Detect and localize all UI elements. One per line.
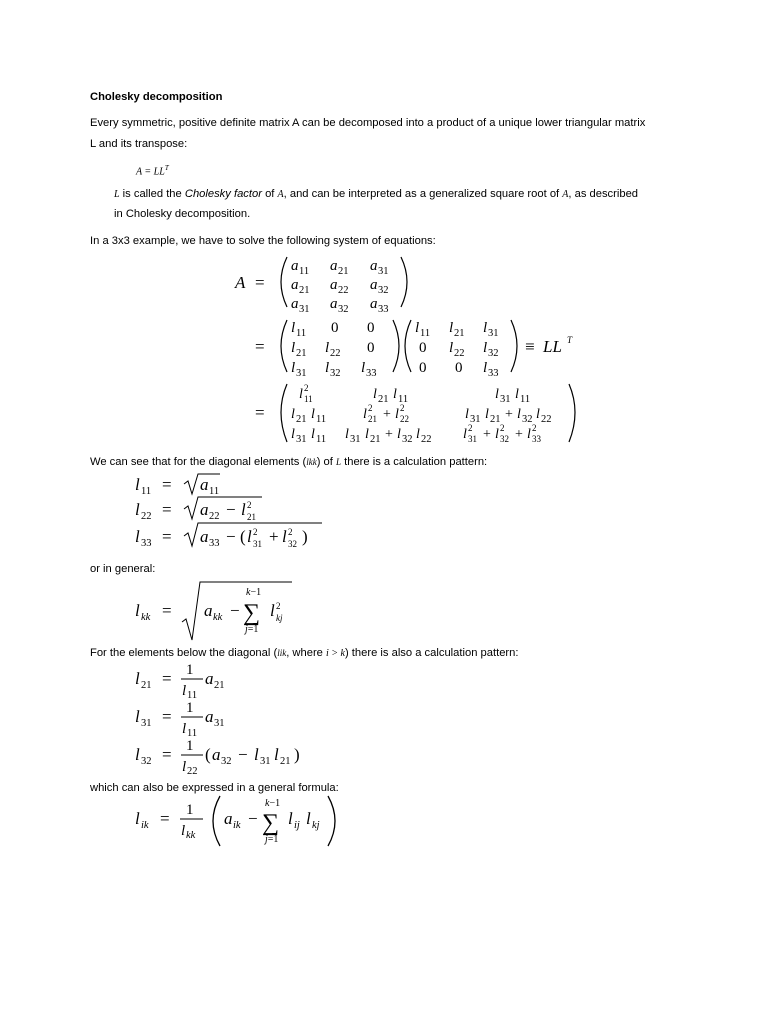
svg-text:32: 32	[522, 414, 533, 425]
svg-text:2: 2	[276, 601, 281, 611]
svg-text:31: 31	[296, 434, 307, 445]
svg-text:21: 21	[296, 348, 307, 359]
svg-text:−: −	[226, 527, 236, 546]
svg-text:11: 11	[304, 394, 313, 404]
svg-text:a: a	[330, 258, 338, 274]
formula-intro: which can also be expressed in a general formula:	[90, 782, 339, 794]
svg-text:l: l	[416, 427, 420, 442]
general-below-diagonal-formula	[130, 794, 350, 852]
svg-text:31: 31	[214, 718, 225, 729]
svg-text:l: l	[495, 427, 499, 442]
svg-text:=: =	[162, 475, 172, 494]
svg-text:): )	[294, 745, 300, 764]
svg-text:l: l	[485, 407, 489, 422]
svg-text:a: a	[370, 296, 378, 312]
svg-text:33: 33	[209, 538, 220, 549]
svg-text:l: l	[254, 745, 259, 764]
svg-text:a: a	[204, 601, 213, 620]
svg-text:31: 31	[470, 414, 481, 425]
svg-text:22: 22	[209, 511, 220, 522]
svg-text:=: =	[162, 601, 172, 620]
svg-text:11: 11	[299, 266, 310, 277]
svg-text:kj: kj	[312, 820, 320, 831]
svg-text:21: 21	[247, 512, 256, 522]
svg-text:ik: ik	[141, 820, 149, 831]
svg-text:j=1: j=1	[245, 624, 259, 635]
svg-text:a: a	[200, 527, 209, 546]
svg-text:22: 22	[338, 285, 349, 296]
svg-text:T: T	[567, 335, 573, 345]
formula-a-equals-llt: $A = LL^T$	[136, 164, 169, 178]
svg-text:11: 11	[187, 690, 198, 701]
svg-text:l: l	[483, 320, 488, 336]
svg-text:(: (	[240, 527, 246, 546]
svg-text:31: 31	[378, 266, 389, 277]
svg-text:l: l	[306, 809, 311, 828]
svg-text:l: l	[181, 823, 186, 839]
svg-text:l: l	[282, 527, 287, 546]
svg-text:=: =	[255, 273, 265, 292]
below-diagonal-intro: For the elements below the diagonal (lik, where i > k) there is also a calculation pattern:	[90, 647, 519, 659]
svg-text:1: 1	[186, 738, 194, 754]
svg-text:l: l	[515, 387, 519, 402]
svg-text:a: a	[370, 258, 378, 274]
svg-text:21: 21	[296, 414, 307, 425]
svg-text:=: =	[255, 403, 265, 422]
svg-text:a: a	[330, 296, 338, 312]
intro-line-1: Every symmetric, positive definite matrix A can be decomposed into a product of a unique lower triangular matrix	[90, 117, 646, 129]
svg-text:31: 31	[488, 328, 499, 339]
svg-text:2: 2	[253, 527, 258, 537]
svg-text:32: 32	[402, 434, 413, 445]
svg-text:21: 21	[454, 328, 465, 339]
svg-text:a: a	[200, 475, 209, 494]
svg-text:31: 31	[141, 718, 152, 729]
svg-text:(: (	[205, 745, 211, 764]
svg-text:l: l	[291, 427, 295, 442]
svg-text:33: 33	[141, 538, 152, 549]
svg-text:l: l	[135, 500, 140, 519]
svg-text:k−1: k−1	[265, 798, 281, 809]
below-diagonal-formulas	[130, 656, 330, 780]
svg-text:2: 2	[304, 383, 309, 393]
svg-text:22: 22	[421, 434, 432, 445]
svg-text:21: 21	[370, 434, 381, 445]
svg-text:ik: ik	[233, 820, 241, 831]
svg-text:l: l	[182, 683, 187, 699]
svg-text:31: 31	[350, 434, 361, 445]
svg-text:l: l	[527, 427, 531, 442]
svg-text:A: A	[235, 273, 246, 292]
svg-text:l: l	[135, 669, 140, 688]
diagonal-formulas	[130, 470, 330, 554]
svg-text:11: 11	[398, 394, 409, 405]
svg-text:33: 33	[488, 368, 499, 379]
svg-text:11: 11	[420, 328, 431, 339]
svg-text:22: 22	[141, 511, 152, 522]
svg-text:l: l	[536, 407, 540, 422]
svg-text:a: a	[200, 500, 209, 519]
svg-text:kk: kk	[141, 612, 151, 623]
svg-text:33: 33	[378, 304, 389, 315]
svg-text:l: l	[373, 387, 377, 402]
svg-text:=: =	[162, 500, 172, 519]
svg-text:k−1: k−1	[246, 587, 262, 598]
svg-text:l: l	[288, 809, 293, 828]
svg-text:l: l	[465, 407, 469, 422]
svg-text:31: 31	[500, 394, 511, 405]
factor-note-line-2: in Cholesky decomposition.	[114, 208, 251, 220]
factor-note-line-1: L is called the Cholesky factor of A, and can be interpreted as a generalized square root of A, as described	[114, 188, 639, 200]
svg-text:l: l	[325, 360, 330, 376]
svg-text:11: 11	[141, 486, 152, 497]
svg-text:ij: ij	[294, 820, 300, 831]
svg-text:21: 21	[490, 414, 501, 425]
svg-text:j=1: j=1	[265, 834, 279, 845]
svg-text:33: 33	[532, 434, 541, 444]
svg-text:−: −	[230, 601, 240, 620]
svg-text:11: 11	[316, 434, 327, 445]
svg-text:31: 31	[299, 304, 310, 315]
svg-text:0: 0	[419, 340, 427, 356]
svg-text:+: +	[483, 427, 491, 442]
svg-text:l: l	[274, 745, 279, 764]
svg-text:32: 32	[221, 756, 232, 767]
svg-text:2: 2	[288, 527, 293, 537]
svg-text:2: 2	[368, 403, 373, 413]
svg-text:22: 22	[187, 766, 198, 777]
svg-text:21: 21	[141, 680, 152, 691]
svg-text:l: l	[495, 387, 499, 402]
svg-text:l: l	[135, 707, 140, 726]
svg-text:−: −	[248, 809, 258, 828]
svg-text:l: l	[247, 527, 252, 546]
svg-text:22: 22	[400, 414, 409, 424]
svg-text:0: 0	[419, 360, 427, 376]
cholesky-factor-term: Cholesky factor	[184, 188, 262, 200]
svg-text:l: l	[517, 407, 521, 422]
svg-text:kk: kk	[213, 612, 223, 623]
svg-text:l: l	[135, 475, 140, 494]
svg-text:l: l	[291, 360, 296, 376]
svg-text:=: =	[162, 745, 172, 764]
svg-text:): )	[302, 527, 308, 546]
svg-text:l: l	[291, 340, 296, 356]
svg-text:l: l	[270, 601, 275, 620]
svg-text:−: −	[226, 500, 236, 519]
svg-text:l: l	[397, 427, 401, 442]
svg-text:a: a	[330, 277, 338, 293]
svg-text:l: l	[363, 407, 367, 422]
svg-text:21: 21	[378, 394, 389, 405]
svg-text:≡: ≡	[525, 337, 535, 356]
svg-text:33: 33	[366, 368, 377, 379]
svg-text:l: l	[241, 500, 246, 519]
svg-text:22: 22	[541, 414, 552, 425]
svg-text:21: 21	[299, 285, 310, 296]
svg-text:kk: kk	[186, 830, 196, 841]
svg-text:0: 0	[367, 320, 375, 336]
svg-text:+: +	[385, 427, 393, 442]
svg-text:32: 32	[378, 285, 389, 296]
svg-text:=: =	[162, 707, 172, 726]
general-diagonal-formula	[130, 578, 310, 644]
svg-text:+: +	[505, 407, 513, 422]
svg-text:l: l	[395, 407, 399, 422]
svg-text:31: 31	[468, 434, 477, 444]
svg-text:21: 21	[338, 266, 349, 277]
svg-text:2: 2	[500, 423, 505, 433]
svg-text:=: =	[162, 527, 172, 546]
svg-text:a: a	[205, 707, 214, 726]
svg-text:l: l	[483, 360, 488, 376]
svg-text:31: 31	[253, 539, 262, 549]
svg-text:l: l	[311, 407, 315, 422]
svg-text:l: l	[291, 407, 295, 422]
svg-text:l: l	[291, 320, 296, 336]
svg-text:a: a	[212, 745, 221, 764]
svg-text:0: 0	[367, 340, 375, 356]
svg-text:32: 32	[338, 304, 349, 315]
svg-text:l: l	[345, 427, 349, 442]
svg-text:22: 22	[330, 348, 341, 359]
svg-text:21: 21	[214, 680, 225, 691]
svg-text:32: 32	[288, 539, 297, 549]
svg-text:l: l	[325, 340, 330, 356]
svg-text:l: l	[299, 387, 303, 402]
svg-text:1: 1	[186, 802, 194, 818]
svg-text:a: a	[291, 258, 299, 274]
svg-text:a: a	[370, 277, 378, 293]
svg-text:31: 31	[260, 756, 271, 767]
svg-text:l: l	[135, 601, 140, 620]
svg-text:∑: ∑	[262, 810, 280, 836]
svg-text:11: 11	[520, 394, 531, 405]
svg-text:l: l	[182, 759, 187, 775]
svg-text:l: l	[311, 427, 315, 442]
svg-text:l: l	[135, 527, 140, 546]
svg-text:=: =	[255, 337, 265, 356]
svg-text:2: 2	[400, 403, 405, 413]
svg-text:22: 22	[454, 348, 465, 359]
general-intro: or in general:	[90, 563, 156, 575]
svg-text:2: 2	[468, 423, 473, 433]
svg-text:a: a	[205, 669, 214, 688]
svg-text:21: 21	[280, 756, 291, 767]
svg-text:2: 2	[532, 423, 537, 433]
matrix-equation-system	[225, 250, 585, 446]
svg-text:+: +	[515, 427, 523, 442]
svg-text:∑: ∑	[243, 600, 261, 626]
diagonal-intro: We can see that for the diagonal elements (lkk) of L there is a calculation pattern:	[90, 456, 488, 468]
svg-text:a: a	[291, 296, 299, 312]
svg-text:1: 1	[186, 662, 194, 678]
svg-text:32: 32	[141, 756, 152, 767]
svg-text:21: 21	[368, 414, 377, 424]
svg-text:l: l	[463, 427, 467, 442]
svg-text:l: l	[483, 340, 488, 356]
svg-text:a: a	[224, 809, 233, 828]
svg-text:l: l	[393, 387, 397, 402]
svg-text:11: 11	[209, 486, 220, 497]
svg-text:11: 11	[187, 728, 198, 739]
section-heading: Cholesky decomposition	[90, 91, 223, 103]
svg-text:11: 11	[296, 328, 307, 339]
svg-text:=: =	[160, 809, 170, 828]
svg-text:l: l	[361, 360, 366, 376]
svg-text:32: 32	[330, 368, 341, 379]
svg-text:0: 0	[455, 360, 463, 376]
svg-text:11: 11	[316, 414, 327, 425]
svg-text:l: l	[365, 427, 369, 442]
svg-text:32: 32	[488, 348, 499, 359]
svg-text:1: 1	[186, 700, 194, 716]
svg-text:l: l	[135, 809, 140, 828]
svg-text:l: l	[135, 745, 140, 764]
svg-text:+: +	[269, 527, 279, 546]
svg-text:l: l	[415, 320, 420, 336]
svg-text:0: 0	[331, 320, 339, 336]
svg-text:l: l	[182, 721, 187, 737]
svg-text:2: 2	[247, 500, 252, 510]
svg-text:l: l	[449, 320, 454, 336]
svg-text:+: +	[383, 407, 391, 422]
svg-text:a: a	[291, 277, 299, 293]
svg-text:31: 31	[296, 368, 307, 379]
svg-text:l: l	[449, 340, 454, 356]
svg-text:=: =	[162, 669, 172, 688]
svg-text:−: −	[238, 745, 248, 764]
svg-text:32: 32	[500, 434, 509, 444]
svg-text:LL: LL	[543, 337, 562, 356]
example-intro: In a 3x3 example, we have to solve the following system of equations:	[90, 235, 436, 247]
svg-text:kj: kj	[276, 613, 283, 623]
intro-line-2: L and its transpose:	[90, 138, 188, 150]
